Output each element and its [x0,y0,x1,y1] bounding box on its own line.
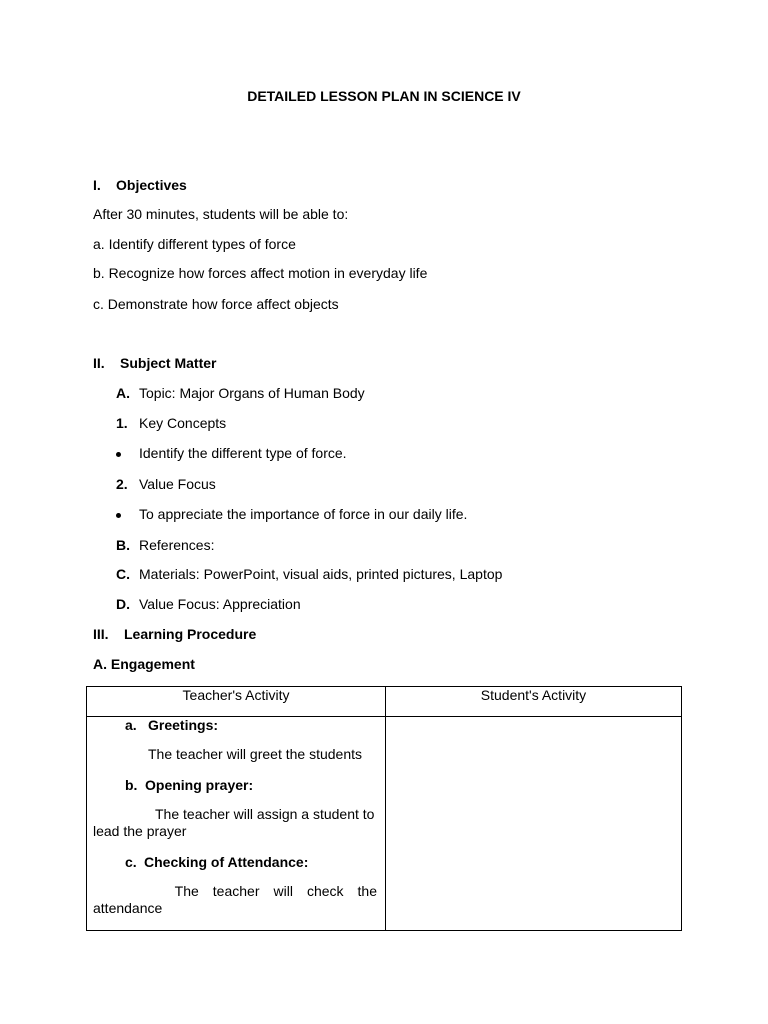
teacher-activity-header: Teacher's Activity [87,687,386,717]
key-concepts-bullet: Identify the different type of force. [139,445,347,461]
attendance-word: the [357,883,377,899]
document-title: DETAILED LESSON PLAN IN SCIENCE IV [247,88,521,104]
bullet-icon [116,513,121,518]
attendance-label: c. [125,854,137,870]
objective-item: a. Identify different types of force [93,236,296,252]
objective-item: c. Demonstrate how force affect objects [93,296,339,312]
attendance-word: check [306,883,344,899]
materials-label: C. [116,566,130,582]
references-text: References: [139,537,215,553]
section-heading-subject-matter: Subject Matter [120,355,217,371]
value-focus-text: Value Focus [139,476,216,492]
topic-text: Topic: Major Organs of Human Body [139,385,365,401]
section-heading-objectives: Objectives [116,177,187,193]
teacher-activity-cell [87,717,386,931]
section-numeral-objectives: I. [93,177,101,193]
student-activity-header: Student's Activity [386,687,682,717]
attendance-text [93,883,377,917]
engagement-heading: A. Engagement [93,656,195,672]
objectives-intro: After 30 minutes, students will be able to: [93,206,349,222]
attendance-word: The [174,883,199,899]
student-activity-cell [386,717,682,931]
greetings-label: a. [125,717,137,733]
prayer-line-1: The teacher will assign a student to [155,806,375,822]
greetings-heading: Greetings: [148,717,219,733]
key-concepts-text: Key Concepts [139,415,227,431]
topic-label: A. [116,385,130,401]
value-focus-d-text: Value Focus: Appreciation [139,596,301,612]
value-focus-bullet: To appreciate the importance of force in our daily life. [139,506,468,522]
prayer-label: b. [125,777,138,793]
prayer-line-2: lead the prayer [93,823,187,839]
attendance-heading: Checking of Attendance: [144,854,309,870]
value-focus-label: 2. [116,476,128,492]
materials-text: Materials: PowerPoint, visual aids, printed pictures, Laptop [139,566,503,582]
attendance-word: teacher [212,883,260,899]
attendance-line-2: attendance [93,900,163,916]
section-numeral-learning-procedure: III. [93,626,109,642]
attendance-word: will [273,883,293,899]
activity-table [86,686,682,931]
value-focus-d-label: D. [116,596,130,612]
section-heading-learning-procedure: Learning Procedure [124,626,257,642]
greetings-text: The teacher will greet the students [148,746,363,762]
references-label: B. [116,537,130,553]
key-concepts-label: 1. [116,415,128,431]
prayer-heading: Opening prayer: [145,777,254,793]
bullet-icon [116,452,121,457]
objective-item: b. Recognize how forces affect motion in everyday life [93,265,428,281]
section-numeral-subject-matter: II. [93,355,105,371]
